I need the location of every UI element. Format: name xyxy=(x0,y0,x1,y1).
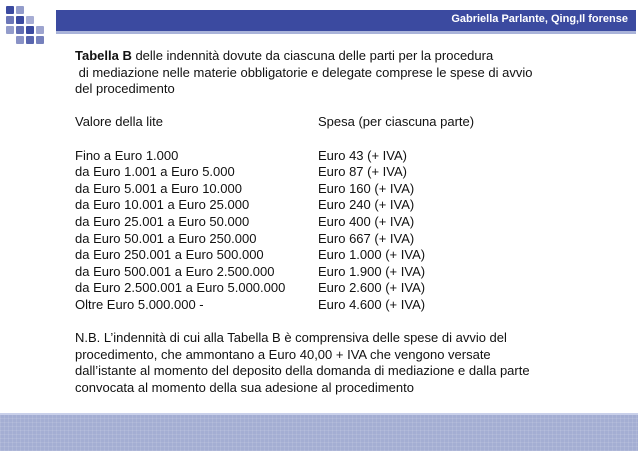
title-line-2: di mediazione nelle materie obbligatorie e delegate comprese le spese di avvio xyxy=(75,64,533,80)
table-row xyxy=(75,280,615,297)
row-value: da Euro 5.001 a Euro 10.000 xyxy=(75,180,242,196)
row-cost: Euro 240 (+ IVA) xyxy=(318,197,415,213)
table-row xyxy=(75,264,615,281)
row-cost: Euro 160 (+ IVA) xyxy=(318,180,415,196)
header-value-of-dispute: Valore della lite xyxy=(75,114,163,130)
title-block xyxy=(75,48,615,98)
table-header xyxy=(75,114,615,131)
note-line-1: N.B. L’indennità di cui alla Tabella B è comprensiva delle spese di avvio del xyxy=(75,330,507,346)
note-block xyxy=(75,330,615,396)
table-row xyxy=(75,297,615,314)
row-cost: Euro 1.000 (+ IVA) xyxy=(318,247,426,263)
row-value: da Euro 250.001 a Euro 500.000 xyxy=(75,247,264,263)
footer-divider xyxy=(0,413,638,415)
footer-bar xyxy=(0,413,638,451)
row-value: Fino a Euro 1.000 xyxy=(75,147,179,163)
header-cost-per-party: Spesa (per ciascuna parte) xyxy=(318,114,475,130)
row-cost: Euro 667 (+ IVA) xyxy=(318,230,415,246)
slide-content xyxy=(75,48,615,396)
row-value: da Euro 50.001 a Euro 250.000 xyxy=(75,230,257,246)
fee-table xyxy=(75,148,615,314)
table-row xyxy=(75,181,615,198)
row-cost: Euro 43 (+ IVA) xyxy=(318,147,407,163)
row-value: da Euro 1.001 a Euro 5.000 xyxy=(75,164,235,180)
row-cost: Euro 87 (+ IVA) xyxy=(318,164,407,180)
row-value: da Euro 10.001 a Euro 25.000 xyxy=(75,197,250,213)
table-row xyxy=(75,164,615,181)
table-row xyxy=(75,231,615,248)
table-row xyxy=(75,148,615,165)
note-line-4: convocata al momento della sua adesione al procedimento xyxy=(75,379,414,395)
note-line-2: procedimento, che ammontano a Euro 40,00 + IVA che vengono versate xyxy=(75,346,491,362)
table-row xyxy=(75,214,615,231)
note-line-3: dall’istante al momento del deposito della domanda di mediazione e dalla parte xyxy=(75,363,530,379)
row-cost: Euro 2.600 (+ IVA) xyxy=(318,280,426,296)
row-cost: Euro 400 (+ IVA) xyxy=(318,213,415,229)
table-row xyxy=(75,197,615,214)
title-line-3: del procedimento xyxy=(75,81,175,97)
title-line-1 xyxy=(75,48,615,65)
row-value: da Euro 2.500.001 a Euro 5.000.000 xyxy=(75,280,286,296)
header-bar xyxy=(56,10,636,34)
title-rest: delle indennità dovute da ciascuna delle parti per la procedura xyxy=(131,48,494,63)
row-value: da Euro 500.001 a Euro 2.500.000 xyxy=(75,263,275,279)
row-cost: Euro 1.900 (+ IVA) xyxy=(318,263,426,279)
title-lead: Tabella B xyxy=(75,48,132,63)
header-author-text: Gabriella Parlante, Qing,Il forense xyxy=(451,13,628,25)
cube-grid-logo xyxy=(0,0,48,48)
row-value: Oltre Euro 5.000.000 - xyxy=(75,296,204,312)
row-cost: Euro 4.600 (+ IVA) xyxy=(318,296,426,312)
row-value: da Euro 25.001 a Euro 50.000 xyxy=(75,213,250,229)
table-row xyxy=(75,247,615,264)
